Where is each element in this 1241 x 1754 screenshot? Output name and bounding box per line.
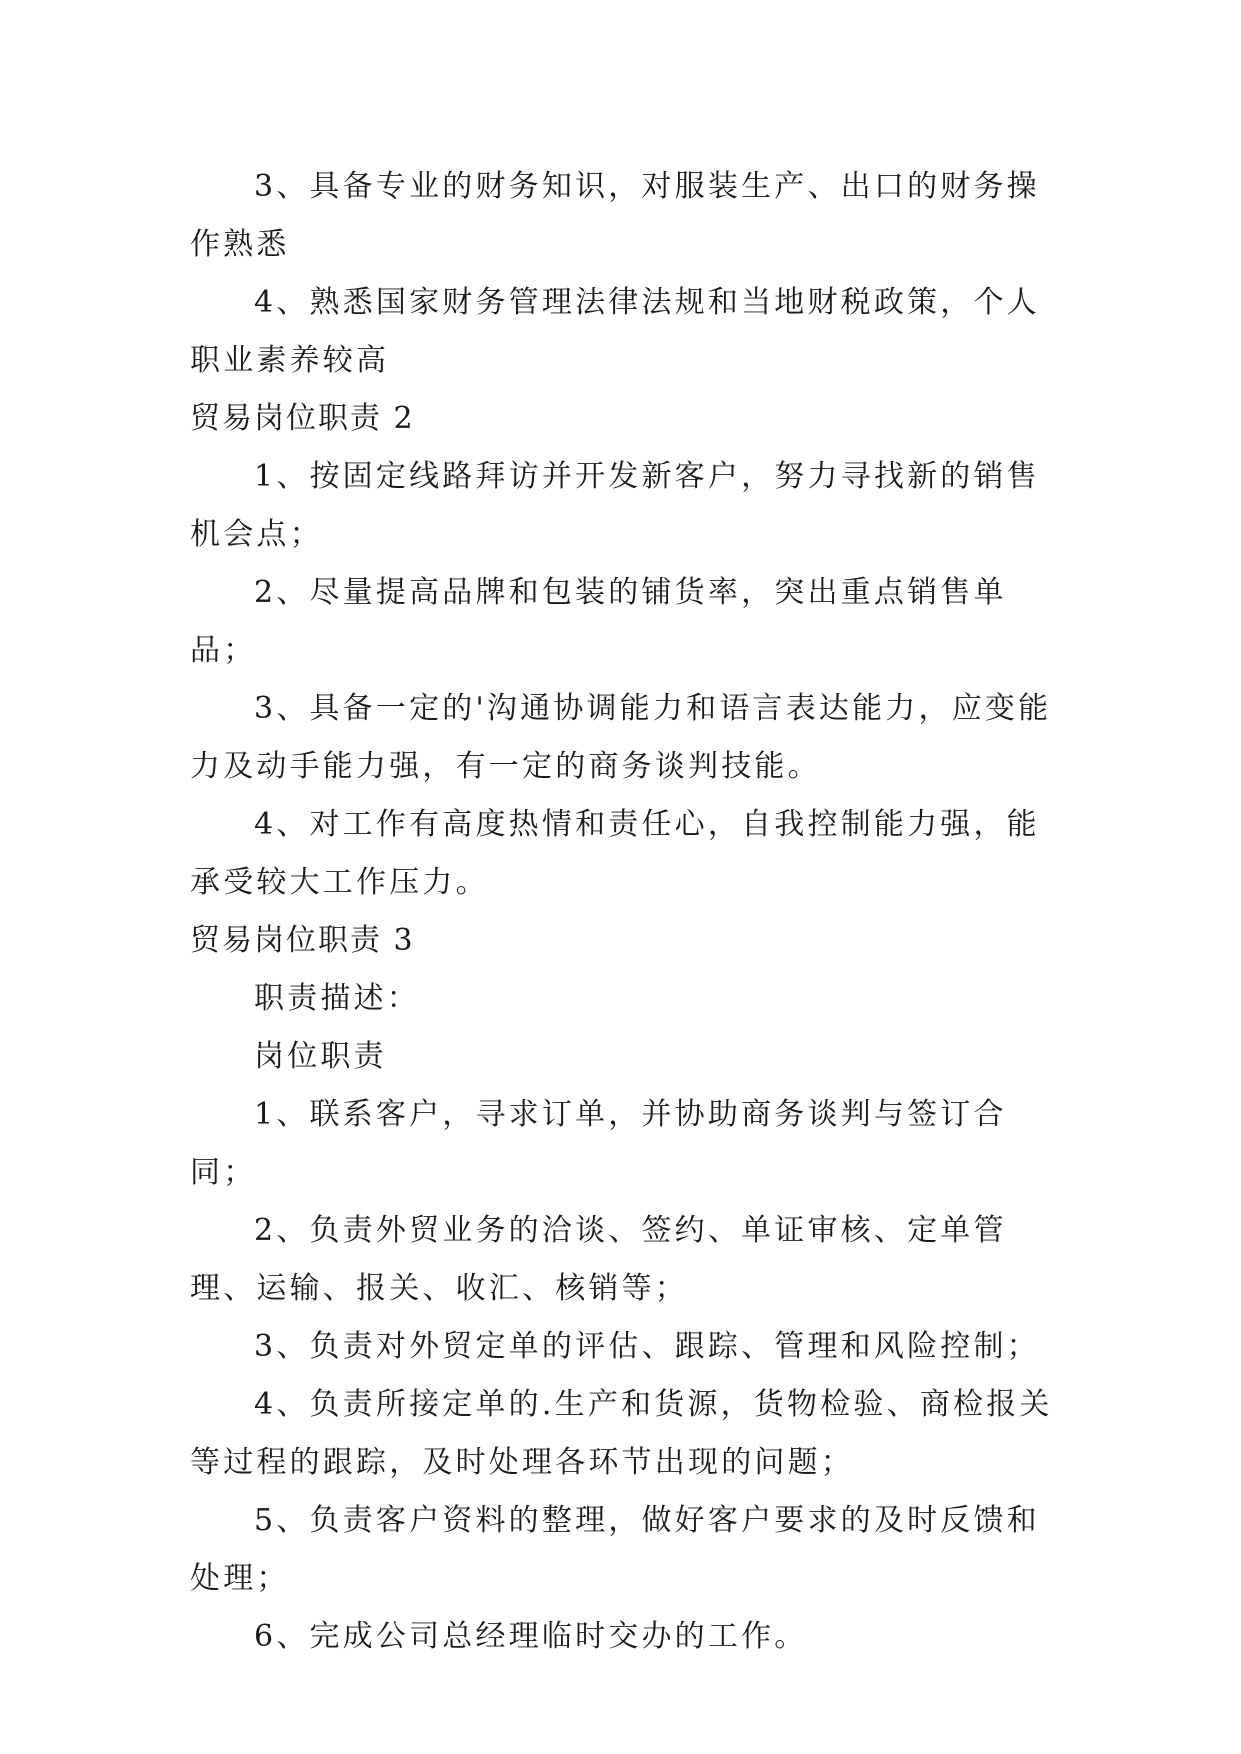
section-heading-3: 贸易岗位职责 3 xyxy=(190,923,415,958)
paragraph: 职责描述： xyxy=(254,981,420,1016)
section-heading-2: 贸易岗位职责 2 xyxy=(190,401,415,436)
paragraph: 5、负责客户资料的整理，做好客户要求的及时反馈和处理； xyxy=(190,1503,1040,1596)
paragraph: 6、完成公司总经理临时交办的工作。 xyxy=(254,1619,808,1654)
paragraph: 4、对工作有高度热情和责任心，自我控制能力强，能承受较大工作压力。 xyxy=(190,807,1040,900)
paragraph: 3、具备一定的'沟通协调能力和语言表达能力，应变能力及动手能力强，有一定的商务谈判技能。 xyxy=(190,691,1052,784)
paragraph: 岗位职责 xyxy=(254,1039,387,1074)
paragraph: 4、负责所接定单的.生产和货源，货物检验、商检报关等过程的跟踪，及时处理各环节出现的问题； xyxy=(190,1387,1053,1480)
document-body xyxy=(190,158,1070,1666)
paragraph: 2、负责外贸业务的洽谈、签约、单证审核、定单管理、运输、报关、收汇、核销等； xyxy=(190,1213,1007,1306)
paragraph: 1、联系客户，寻求订单，并协助商务谈判与签订合同； xyxy=(190,1097,1007,1190)
paragraph: 1、按固定线路拜访并开发新客户，努力寻找新的销售机会点； xyxy=(190,459,1040,552)
paragraph: 2、尽量提高品牌和包装的铺货率，突出重点销售单品； xyxy=(190,575,1007,668)
paragraph: 3、负责对外贸定单的评估、跟踪、管理和风险控制； xyxy=(254,1329,1040,1364)
paragraph: 4、熟悉国家财务管理法律法规和当地财税政策，个人职业素养较高 xyxy=(190,285,1040,378)
paragraph: 3、具备专业的财务知识，对服装生产、出口的财务操作熟悉 xyxy=(190,169,1040,262)
